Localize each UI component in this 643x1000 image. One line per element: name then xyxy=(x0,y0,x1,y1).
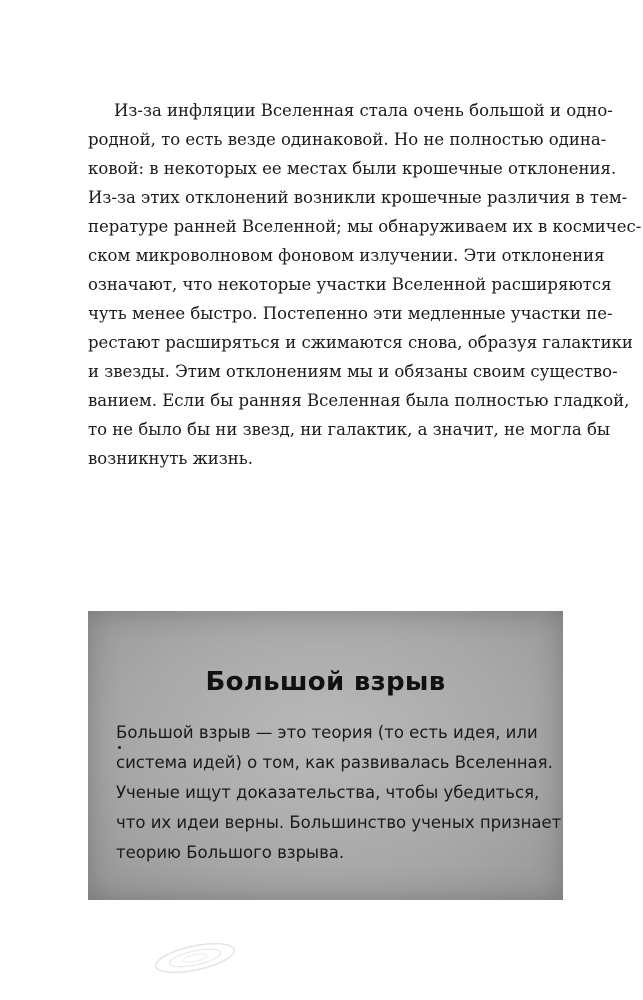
paragraph-line: Из-за этих отклонений возникли крошечные различия в тем- xyxy=(88,188,628,207)
paragraph-line: и звезды. Этим отклонениям мы и обязаны своим существо- xyxy=(88,362,618,381)
paragraph-line: ванием. Если бы ранняя Вселенная была полностью гладкой, xyxy=(88,391,630,410)
paragraph-line: чуть менее быстро. Постепенно эти медленные участки пе- xyxy=(88,304,613,323)
sidebar-box-line: Ученые ищут доказательства, чтобы убедиться, xyxy=(116,783,540,802)
paragraph-line: возникнуть жизнь. xyxy=(88,449,253,468)
body-paragraph xyxy=(88,96,642,473)
sidebar-box-text xyxy=(116,718,562,868)
sidebar-box-line: теорию Большого взрыва. xyxy=(116,843,345,862)
paragraph-line: Из-за инфляции Вселенная стала очень большой и одно- xyxy=(114,101,613,120)
paragraph-line: то не было бы ни звезд, ни галактик, а значит, не могла бы xyxy=(88,420,611,439)
sidebar-box-line: система идей) о том, как развивалась Вселенная. xyxy=(116,753,553,772)
sidebar-box-title: Большой взрыв xyxy=(205,667,446,697)
paragraph-line: ском микроволновом фоновом излучении. Эти отклонения xyxy=(88,246,605,265)
sidebar-box-line: Большой взрыв — это теория (то есть идея, или xyxy=(116,723,538,742)
paragraph-line: рестают расширяться и сжимаются снова, образуя галактики xyxy=(88,333,633,352)
paragraph-line: родной, то есть везде одинаковой. Но не полностью одина- xyxy=(88,130,607,149)
paragraph-line: означают, что некоторые участки Вселенной расширяются xyxy=(88,275,612,294)
big-bang-sidebar-box xyxy=(88,611,563,900)
paragraph-line: пературе ранней Вселенной; мы обнаруживаем их в космичес- xyxy=(88,217,642,236)
sidebar-box-line: что их идеи верны. Большинство ученых признает xyxy=(116,813,562,832)
galaxy-swirl-icon xyxy=(150,938,240,978)
paragraph-line: ковой: в некоторых ее местах были крошечные отклонения. xyxy=(88,159,617,178)
